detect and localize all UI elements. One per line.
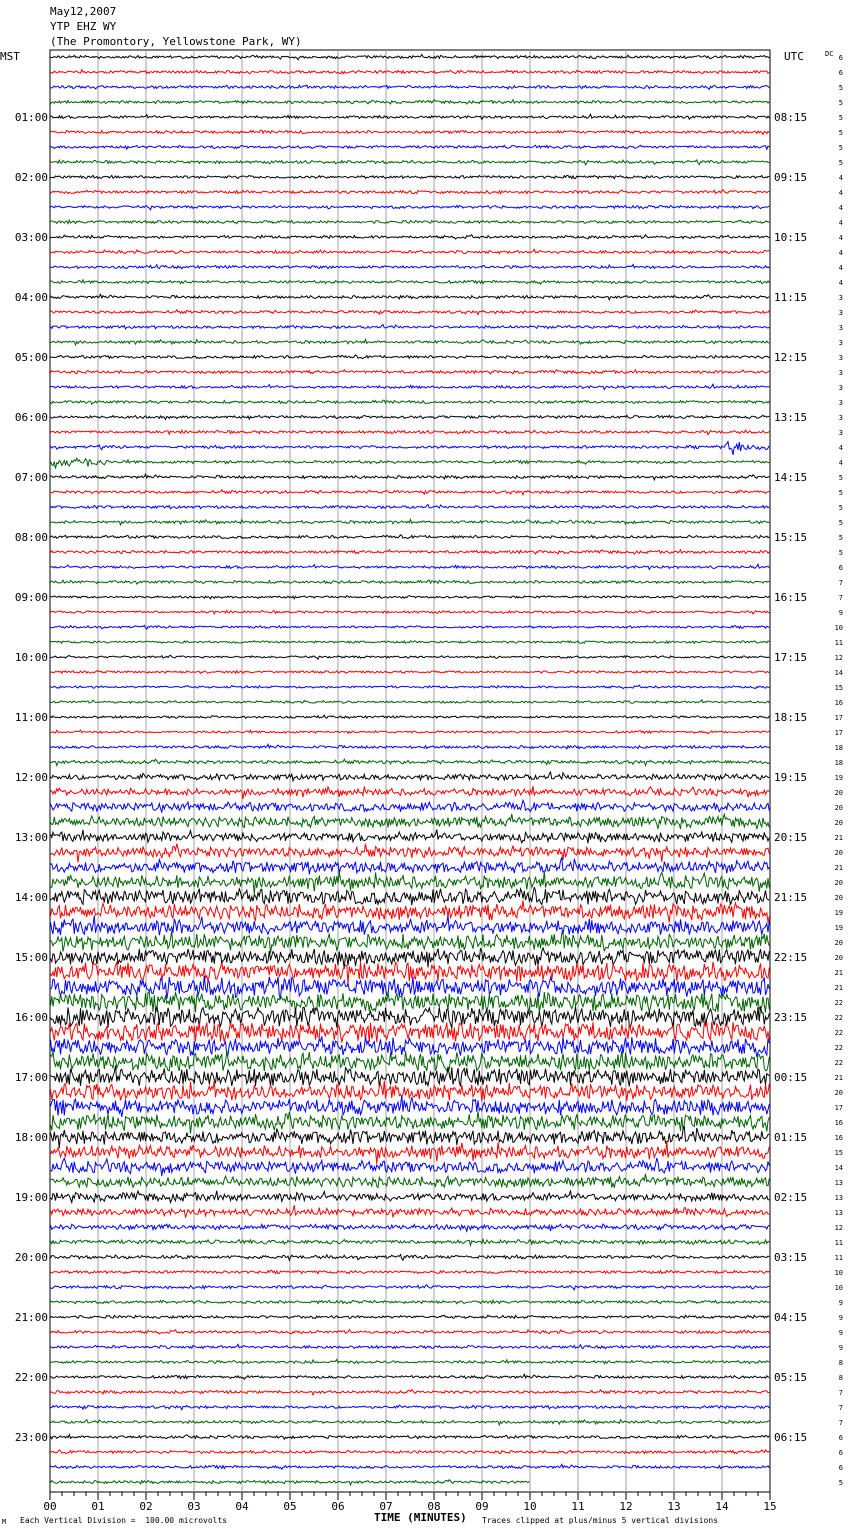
trace-row [51,641,770,644]
dc-offset-label: 16 [834,699,843,707]
dc-offset-label: 16 [834,1119,843,1127]
left-hour-label: 01:00 [14,111,48,124]
left-hour-label: 16:00 [14,1011,48,1024]
dc-offset-label: 10 [834,624,843,632]
trace-row [51,1066,770,1087]
dc-offset-label: 11 [834,1239,843,1247]
dc-offset-label: 3 [838,384,843,392]
trace-row [51,235,770,239]
plot-frame [50,50,770,1492]
dc-offset-label: 5 [838,519,843,527]
dc-offset-label: 5 [838,474,843,482]
right-hour-label: 03:15 [774,1251,808,1264]
dc-offset-label: 14 [834,1164,843,1172]
dc-offset-label: 7 [838,1419,843,1427]
trace-row [51,1158,770,1176]
dc-offset-label: 20 [834,789,843,797]
trace-row [51,535,770,539]
dc-offset-label: 22 [834,1029,843,1037]
trace-row [51,1360,770,1364]
x-tick-label: 08 [427,1500,441,1513]
left-hour-label: 23:00 [14,1431,48,1444]
dc-offset-label: 5 [838,504,843,512]
trace-row [51,715,770,718]
x-tick-label: 11 [571,1500,585,1513]
trace-row [51,1112,770,1134]
right-hour-label: 15:15 [774,531,808,544]
dc-offset-label: 5 [838,84,843,92]
plot-date: May12,2007 [50,5,117,18]
dc-offset-label: 17 [834,729,843,737]
dc-offset-label: 12 [834,654,843,662]
right-hour-label: 06:15 [774,1431,808,1444]
dc-offset-label: 4 [838,189,843,197]
dc-offset-label: 14 [834,669,843,677]
trace-row [51,596,770,599]
dc-offset-label: 4 [838,459,843,467]
dc-offset-label: 6 [838,564,843,572]
trace-row [51,310,770,315]
left-hour-label: 21:00 [14,1311,48,1324]
dc-offset-label: 11 [834,639,843,647]
dc-offset-label: 20 [834,954,843,962]
dc-offset-label: 6 [838,54,843,62]
dc-offset-label: 21 [834,969,843,977]
left-hour-label: 12:00 [14,771,48,784]
trace-row [51,655,770,659]
trace-row [51,1205,770,1217]
trace-row [51,814,770,829]
right-hour-label: 02:15 [774,1191,808,1204]
trace-row [51,384,770,389]
x-tick-label: 14 [715,1500,729,1513]
left-hour-label: 06:00 [14,411,48,424]
dc-offset-label: 13 [834,1179,843,1187]
dc-offset-label: 13 [834,1209,843,1217]
trace-row [51,1374,770,1379]
dc-offset-label: 21 [834,834,843,842]
x-axis-title: TIME (MINUTES) [374,1511,467,1524]
trace-row [51,844,770,863]
axis-labels [0,50,843,1513]
dc-offset-label: 20 [834,819,843,827]
right-hour-label: 14:15 [774,471,808,484]
trace-row [51,1300,770,1304]
dc-offset-label: 15 [834,1149,843,1157]
trace-row [51,1239,770,1245]
trace-row [51,458,770,469]
trace-row [51,611,770,615]
x-tick-label: 12 [619,1500,633,1513]
trace-row [51,772,770,781]
trace-row [51,962,770,984]
right-hour-label: 10:15 [774,231,808,244]
dc-offset-label: 22 [834,999,843,1007]
dc-offset-label: 4 [838,234,843,242]
dc-offset-label: 6 [838,1434,843,1442]
dc-offset-label: 13 [834,1194,843,1202]
dc-offset-label: 5 [838,129,843,137]
trace-row [51,625,770,629]
trace-row [51,948,770,969]
left-hour-label: 15:00 [14,951,48,964]
x-tick-label: 03 [187,1500,201,1513]
dc-offset-label: 9 [838,1314,843,1322]
dc-offset-label: 19 [834,909,843,917]
right-hour-label: 23:15 [774,1011,808,1024]
trace-row [51,415,770,419]
left-hour-label: 05:00 [14,351,48,364]
left-hour-label: 10:00 [14,651,48,664]
trace-row [51,1174,770,1188]
trace-row [51,100,770,104]
trace-row [51,1126,770,1148]
dc-offset-label: 21 [834,864,843,872]
dc-offset-label: 19 [834,774,843,782]
scale-note: Each Vertical Division = 100.00 microvolts [20,1516,228,1525]
dc-offset-label: 7 [838,1404,843,1412]
dc-offset-label: 3 [838,414,843,422]
trace-row [51,730,770,734]
trace-row [51,340,770,345]
dc-offset-label: 6 [838,1449,843,1457]
trace-row [51,400,770,404]
trace-row [51,130,770,134]
dc-offset-label: 3 [838,294,843,302]
trace-row [51,249,770,253]
dc-offset-label: 3 [838,309,843,317]
trace-row [51,85,770,89]
trace-row [51,931,770,954]
dc-offset-label: 19 [834,924,843,932]
trace-row [51,992,770,1013]
dc-offset-label: 5 [838,1479,843,1487]
left-hour-label: 02:00 [14,171,48,184]
dc-offset-label: 3 [838,339,843,347]
trace-row [51,70,770,74]
trace-row [51,474,770,480]
left-hour-label: 04:00 [14,291,48,304]
right-hour-label: 09:15 [774,171,808,184]
left-hour-label: 13:00 [14,831,48,844]
dc-offset-label: 5 [838,489,843,497]
dc-offset-label: 9 [838,1299,843,1307]
trace-row [51,550,770,554]
trace-row [51,1420,770,1425]
trace-row [51,700,770,703]
dc-offset-label: 20 [834,879,843,887]
x-tick-label: 10 [523,1500,537,1513]
dc-offset-label: 22 [834,1059,843,1067]
trace-row [51,205,770,210]
trace-row [51,671,770,674]
trace-row [51,370,770,374]
dc-offset-label: 3 [838,324,843,332]
right-hour-label: 05:15 [774,1371,808,1384]
left-hour-label: 19:00 [14,1191,48,1204]
right-hour-label: 17:15 [774,651,808,664]
station-location: (The Promontory, Yellowstone Park, WY) [50,35,302,48]
trace-row [51,1450,770,1454]
left-timezone-label: MST [0,50,20,63]
trace-row [51,900,770,922]
right-hour-label: 08:15 [774,111,808,124]
trace-row [51,871,770,894]
left-hour-label: 20:00 [14,1251,48,1264]
left-hour-label: 18:00 [14,1131,48,1144]
trace-row [51,744,770,749]
dc-offset-label: 6 [838,1464,843,1472]
dc-offset-label: 10 [834,1284,843,1292]
left-hour-label: 17:00 [14,1071,48,1084]
trace-row [51,1464,770,1469]
trace-row [51,1224,770,1231]
trace-row [51,759,770,765]
trace-row [51,505,770,509]
right-hour-label: 18:15 [774,711,808,724]
right-hour-label: 13:15 [774,411,808,424]
trace-row [51,685,770,689]
dc-offset-label: 21 [834,984,843,992]
dc-offset-label: 4 [838,204,843,212]
trace-row [51,175,770,178]
right-timezone-label: UTC [784,50,804,63]
dc-offset-label: 17 [834,1104,843,1112]
dc-offset-label: 4 [838,444,843,452]
trace-row [51,160,770,165]
right-hour-label: 19:15 [774,771,808,784]
clip-note: Traces clipped at plus/minus 5 vertical divisions [482,1516,719,1525]
trace-row [51,1285,770,1290]
trace-row [51,1435,770,1440]
right-hour-label: 00:15 [774,1071,808,1084]
trace-row [51,580,770,584]
trace-row [51,915,770,935]
dc-offset-label: 7 [838,579,843,587]
dc-offset-label: 6 [838,69,843,77]
trace-row [51,1405,770,1410]
dc-offset-label: 10 [834,1269,843,1277]
x-tick-label: 05 [283,1500,297,1513]
right-hour-label: 11:15 [774,291,808,304]
dc-offset-label: 22 [834,1014,843,1022]
x-tick-label: 13 [667,1500,681,1513]
left-hour-label: 14:00 [14,891,48,904]
dc-offset-label: 3 [838,354,843,362]
dc-offset-label: 9 [838,1329,843,1337]
trace-row [51,294,770,300]
trace-row [51,325,770,329]
x-tick-label: 04 [235,1500,249,1513]
trace-row [51,1190,770,1202]
right-hour-label: 12:15 [774,351,808,364]
trace-row [51,1255,770,1261]
left-hour-label: 11:00 [14,711,48,724]
dc-offset-label: 5 [838,534,843,542]
dc-offset-label: 12 [834,1224,843,1232]
left-hour-label: 03:00 [14,231,48,244]
trace-row [51,114,770,119]
dc-offset-label: 22 [834,1044,843,1052]
left-hour-label: 08:00 [14,531,48,544]
dc-offset-label: 20 [834,1089,843,1097]
dc-offset-label: 8 [838,1374,843,1382]
trace-row [51,355,770,359]
dc-offset-label: 18 [834,744,843,752]
dc-offset-label: 7 [838,1389,843,1397]
dc-offset-label: 17 [834,714,843,722]
trace-row [51,1080,770,1101]
dc-offset-label: 20 [834,894,843,902]
trace-row [51,430,770,435]
x-tick-label: 02 [139,1500,153,1513]
trace-row [51,1141,770,1164]
right-hour-label: 21:15 [774,891,808,904]
trace-row [51,265,770,269]
x-tick-label: 06 [331,1500,345,1513]
trace-row [51,490,770,495]
dc-offset-label: 4 [838,219,843,227]
dc-offset-label: 4 [838,264,843,272]
trace-row [51,887,770,905]
trace-row [51,1330,770,1334]
trace-row [51,145,770,149]
trace-row [51,280,770,284]
left-hour-label: 09:00 [14,591,48,604]
right-hour-label: 22:15 [774,951,808,964]
dc-offset-label: 5 [838,114,843,122]
dc-offset-label: 3 [838,369,843,377]
right-hour-label: 04:15 [774,1311,808,1324]
right-hour-label: 01:15 [774,1131,808,1144]
dc-offset-label: 18 [834,759,843,767]
dc-offset-label: 11 [834,1254,843,1262]
station-name: YTP EHZ WY [50,20,117,33]
trace-row [51,786,770,799]
trace-row [51,800,770,812]
dc-offset-label: 9 [838,609,843,617]
trace-row [51,55,770,60]
dc-offset-label: 20 [834,939,843,947]
dc-header-label: DC [825,50,834,58]
trace-row [51,1036,770,1057]
trace-row [51,1390,770,1395]
dc-offset-label: 5 [838,144,843,152]
trace-row [51,1051,770,1071]
trace-row [51,1096,770,1117]
trace-row [51,829,770,843]
right-hour-label: 16:15 [774,591,808,604]
dc-offset-label: 5 [838,159,843,167]
dc-offset-label: 4 [838,174,843,182]
trace-row [51,520,770,525]
traces [51,55,770,1485]
trace-row [51,1315,770,1318]
trace-row [51,442,770,455]
right-hour-label: 20:15 [774,831,808,844]
dc-offset-label: 21 [834,1074,843,1082]
dc-offset-label: 4 [838,249,843,257]
dc-offset-label: 3 [838,429,843,437]
dc-offset-label: 20 [834,849,843,857]
dc-offset-label: 5 [838,549,843,557]
dc-offset-label: 15 [834,684,843,692]
dc-offset-label: 8 [838,1359,843,1367]
dc-offset-label: 16 [834,1134,843,1142]
trace-row [51,1270,770,1273]
x-tick-label: 15 [763,1500,777,1513]
dc-offset-label: 3 [838,399,843,407]
x-tick-label: 01 [91,1500,105,1513]
x-tick-label: 09 [475,1500,489,1513]
left-hour-label: 07:00 [14,471,48,484]
trace-row [51,190,770,194]
trace-row [51,1344,770,1349]
x-tick-label: 00 [43,1500,57,1513]
dc-offset-label: 9 [838,1344,843,1352]
dc-offset-label: 7 [838,594,843,602]
x-tick-label: 07 [379,1500,393,1513]
corner-mark: M [2,1518,7,1526]
dc-offset-label: 4 [838,279,843,287]
trace-row [51,564,770,569]
dc-offset-label: 20 [834,804,843,812]
left-hour-label: 22:00 [14,1371,48,1384]
trace-row [51,220,770,224]
dc-offset-label: 5 [838,99,843,107]
